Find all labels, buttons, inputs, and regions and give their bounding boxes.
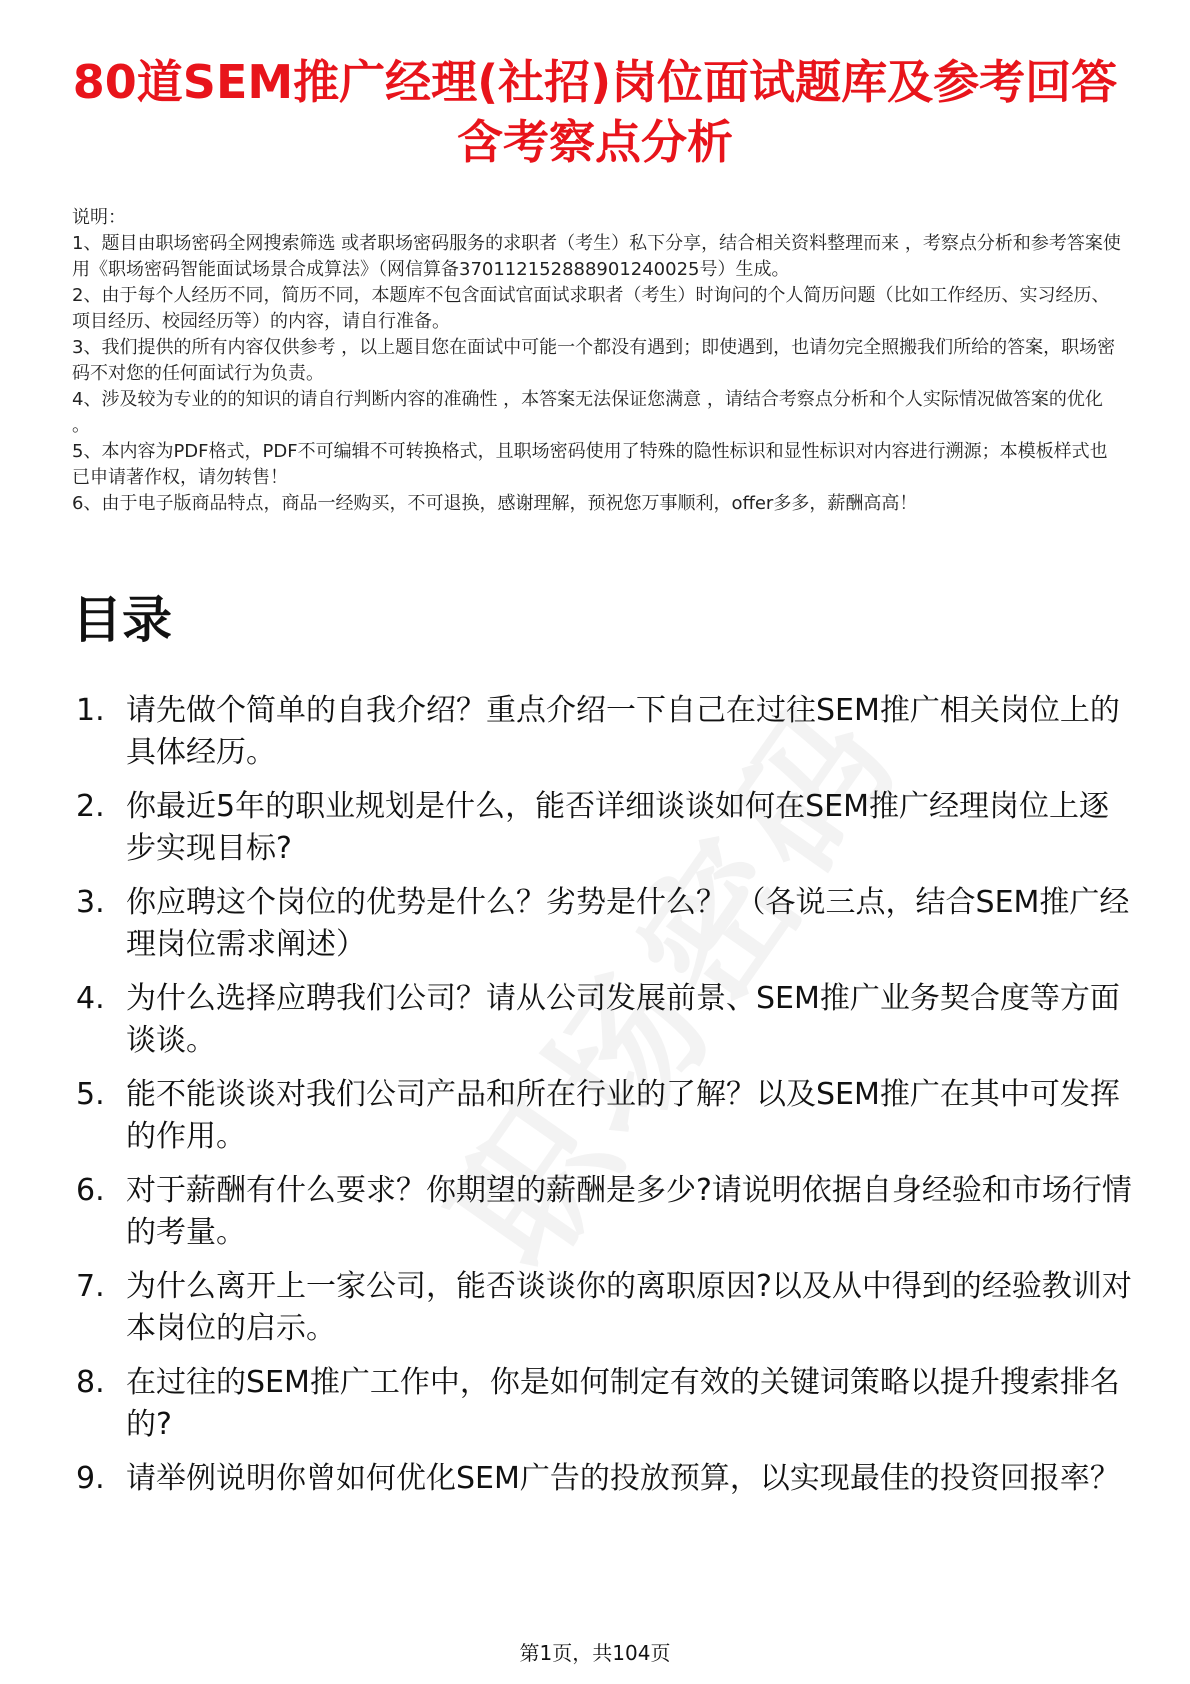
toc-item[interactable] [76, 1074, 1136, 1158]
toc-item-text: 对于薪酬有什么要求？你期望的薪酬是多少?请说明依据自身经验和市场行情的考量。 [126, 1173, 1132, 1250]
toc-item[interactable] [76, 1170, 1136, 1254]
note-item: 6、由于电子版商品特点，商品一经购买，不可退换，感谢理解，预祝您万事顺利，offer多多，薪酬高高！ [72, 493, 918, 514]
toc-item-number: 8. [76, 1365, 105, 1400]
toc-heading: 目录 [72, 591, 172, 649]
note-item: 2、由于每个人经历不同，简历不同，本题库不包含面试官面试求职者（考生）时询问的个人简历问题（比如工作经历、实习经历、项目经历、校园经历等）的内容，请自行准备。 [72, 285, 1110, 332]
notes-heading: 说明： [72, 207, 126, 228]
toc-item-number: 5. [76, 1077, 105, 1112]
toc-item[interactable] [76, 690, 1136, 774]
toc-item-number: 1. [76, 693, 105, 728]
toc-item-number: 4. [76, 981, 105, 1016]
toc-item[interactable] [76, 1266, 1136, 1350]
toc-item-text: 为什么选择应聘我们公司？请从公司发展前景、SEM推广业务契合度等方面谈谈。 [126, 981, 1120, 1058]
toc-item[interactable] [76, 786, 1136, 870]
note-item: 5、本内容为PDF格式，PDF不可编辑不可转换格式，且职场密码使用了特殊的隐性标识和显性标识对内容进行溯源；本模板样式也已申请著作权，请勿转售！ [72, 441, 1108, 488]
toc-item[interactable] [76, 1362, 1136, 1446]
document-title: 80道SEM推广经理(社招)岗位面试题库及参考回答含考察点分析 [72, 55, 1118, 169]
toc-item-text: 你最近5年的职业规划是什么，能否详细谈谈如何在SEM推广经理岗位上逐步实现目标? [126, 789, 1109, 866]
toc-item-text: 请先做个简单的自我介绍？重点介绍一下自己在过往SEM推广相关岗位上的具体经历。 [126, 693, 1120, 770]
toc-item-number: 3. [76, 885, 105, 920]
toc-item[interactable] [76, 1458, 1136, 1500]
toc-item-text: 在过往的SEM推广工作中，你是如何制定有效的关键词策略以提升搜索排名的? [126, 1365, 1120, 1442]
toc-item-number: 7. [76, 1269, 105, 1304]
note-item: 1、题目由职场密码全网搜索筛选 或者职场密码服务的求职者（考生）私下分享，结合相关资料整理而来 ，考察点分析和参考答案使用《职场密码智能面试场景合成算法》（网信算备370112152888901240025号）生成。 [72, 233, 1121, 280]
toc-item-text: 为什么离开上一家公司，能否谈谈你的离职原因?以及从中得到的经验教训对本岗位的启示。 [126, 1269, 1132, 1346]
toc-item-number: 6. [76, 1173, 105, 1208]
toc-item-number: 2. [76, 789, 105, 824]
toc-item[interactable] [76, 978, 1136, 1062]
notes-section [72, 205, 1122, 517]
page-footer: 第1页，共104页 [519, 1641, 671, 1665]
toc-item-number: 9. [76, 1461, 105, 1496]
toc-item-text: 请举例说明你曾如何优化SEM广告的投放预算，以实现最佳的投资回报率？ [126, 1461, 1120, 1496]
note-item: 3、我们提供的所有内容仅供参考 ，以上题目您在面试中可能一个都没有遇到；即使遇到，也请勿完全照搬我们所给的答案，职场密码不对您的任何面试行为负责。 [72, 337, 1116, 384]
note-item: 4、涉及较为专业的的知识的请自行判断内容的准确性 ，本答案无法保证您满意 ，请结合考察点分析和个人实际情况做答案的优化 。 [72, 389, 1103, 436]
toc-item-text: 你应聘这个岗位的优势是什么？劣势是什么？ （各说三点，结合SEM推广经理岗位需求阐述） [126, 885, 1130, 962]
toc-list [76, 690, 1136, 1512]
toc-item-text: 能不能谈谈对我们公司产品和所在行业的了解？以及SEM推广在其中可发挥的作用。 [126, 1077, 1120, 1154]
toc-item[interactable] [76, 882, 1136, 966]
